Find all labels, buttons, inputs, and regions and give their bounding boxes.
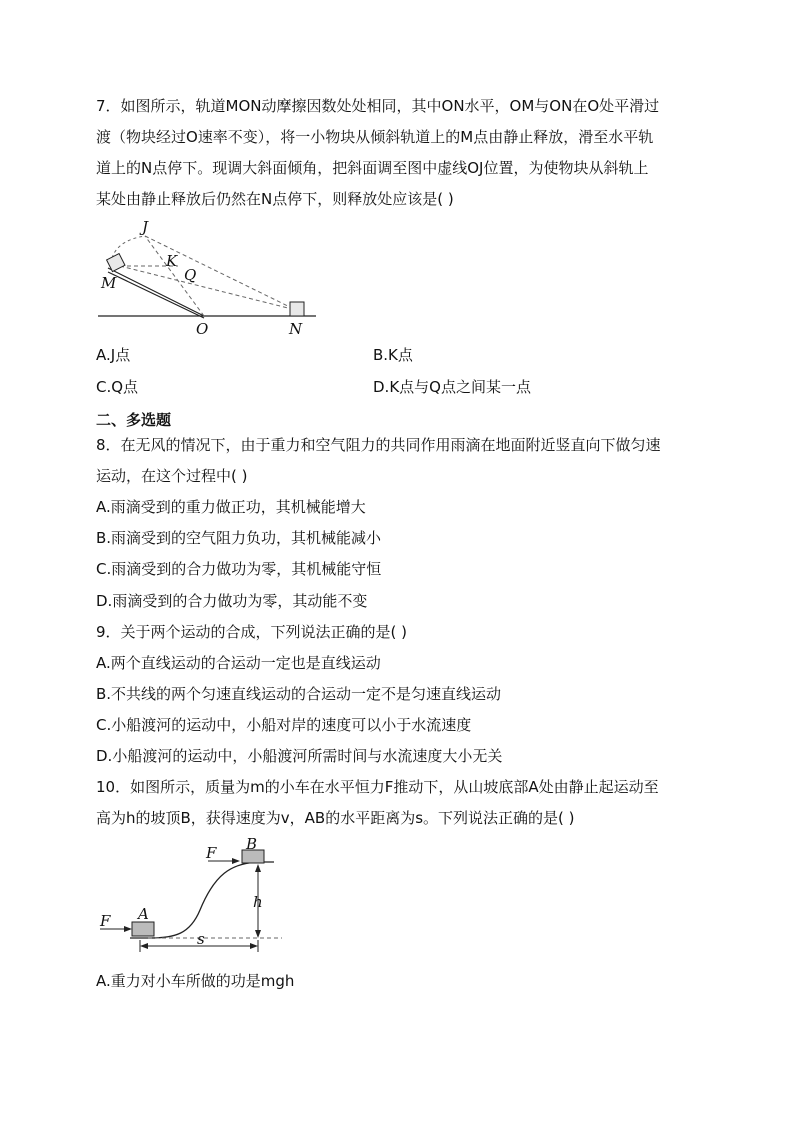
q9-option-a[interactable]: A.两个直线运动的合运动一定也是直线运动 [96, 654, 381, 672]
q9-option-b[interactable]: B.不共线的两个匀速直线运动的合运动一定不是匀速直线运动 [96, 685, 502, 703]
label-k: K [166, 252, 178, 270]
q7-incline-diagram [90, 212, 330, 340]
q7-option-b[interactable]: B.K点 [373, 346, 413, 364]
q10-hill-diagram [96, 836, 296, 960]
label-s: s [197, 930, 205, 948]
q7-option-a[interactable]: A.J点 [96, 346, 131, 364]
cart-at-a [132, 922, 154, 936]
q10-option-a[interactable]: A.重力对小车所做的功是mgh [96, 972, 295, 990]
label-q: Q [184, 266, 197, 284]
q10-line-2: 高为h的坡顶B，获得速度为v，AB的水平距离为s。下列说法正确的是( ) [96, 809, 575, 827]
q8-option-c[interactable]: C.雨滴受到的合力做功为零，其机械能守恒 [96, 560, 382, 578]
q7-line-4: 某处由静止释放后仍然在N点停下，则释放处应该是( ) [96, 190, 454, 208]
label-j: J [142, 218, 149, 236]
label-f-top: F [206, 844, 217, 862]
label-a: A [138, 905, 149, 923]
section-multi-choice-title: 二、多选题 [96, 411, 172, 429]
q7-option-d[interactable]: D.K点与Q点之间某一点 [373, 378, 531, 396]
label-h: h [253, 893, 263, 911]
q9-stem: 9．关于两个运动的合成，下列说法正确的是( ) [96, 623, 408, 641]
label-o: O [196, 320, 209, 338]
label-n: N [289, 320, 303, 338]
block-at-n [290, 302, 304, 316]
q8-option-a[interactable]: A.雨滴受到的重力做正功，其机械能增大 [96, 498, 366, 516]
q8-option-d[interactable]: D.雨滴受到的合力做功为零，其动能不变 [96, 592, 368, 610]
q9-option-d[interactable]: D.小船渡河的运动中，小船渡河所需时间与水流速度大小无关 [96, 747, 503, 765]
q7-line-1: 7．如图所示，轨道MON动摩擦因数处处相同，其中ON水平，OM与ON在O处平滑过 [96, 97, 660, 115]
q8-line-1: 8．在无风的情况下，由于重力和空气阻力的共同作用雨滴在地面附近竖直向下做匀速 [96, 436, 661, 454]
q9-option-c[interactable]: C.小船渡河的运动中，小船对岸的速度可以小于水流速度 [96, 716, 472, 734]
label-f-bottom: F [100, 912, 111, 930]
q7-line-2: 渡（物块经过O速率不变），将一小物块从倾斜轨道上的M点由静止释放，滑至水平轨 [96, 128, 654, 146]
q8-line-2: 运动，在这个过程中( ) [96, 467, 248, 485]
q7-line-3: 道上的N点停下。现调大斜面倾角，把斜面调至图中虚线OJ位置，为使物块从斜轨上 [96, 159, 649, 177]
q8-option-b[interactable]: B.雨滴受到的空气阻力负功，其机械能减小 [96, 529, 382, 547]
q7-option-c[interactable]: C.Q点 [96, 378, 139, 396]
label-m: M [101, 274, 117, 292]
label-b: B [246, 836, 258, 853]
q10-line-1: 10．如图所示，质量为m的小车在水平恒力F推动下，从山坡底部A处由静止起运动至 [96, 778, 659, 796]
